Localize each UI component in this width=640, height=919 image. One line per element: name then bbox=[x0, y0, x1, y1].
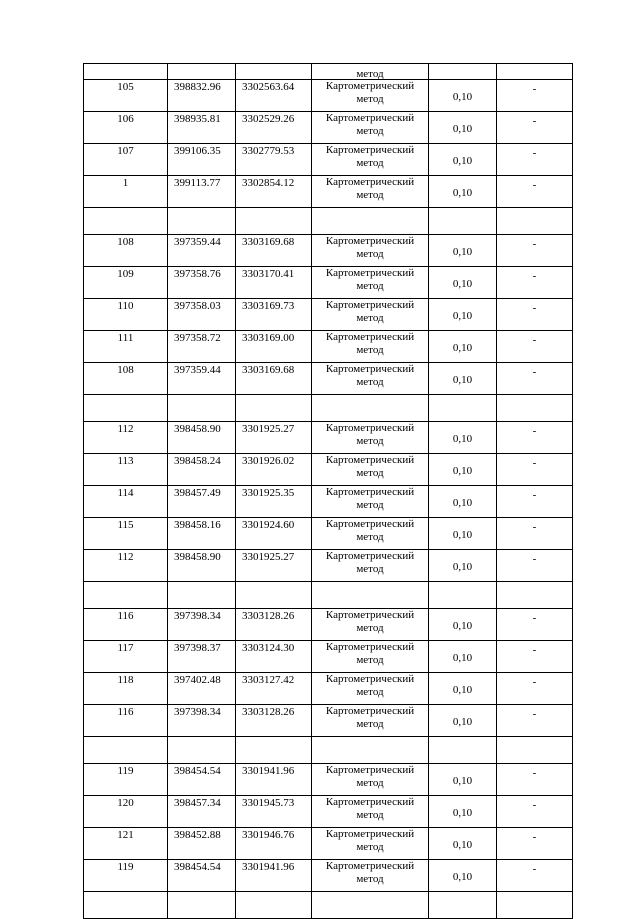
method-cell: Картометрический метод bbox=[312, 112, 429, 144]
method-cell: Картометрический метод bbox=[312, 80, 429, 112]
accuracy-cell: 0,10 bbox=[429, 828, 497, 860]
y-coordinate-cell: 3303169.68 bbox=[236, 363, 312, 395]
empty-cell bbox=[497, 892, 573, 919]
coordinates-table bbox=[83, 63, 573, 919]
accuracy-cell: 0,10 bbox=[429, 764, 497, 796]
empty-cell bbox=[429, 892, 497, 919]
point-number-cell: 114 bbox=[84, 486, 168, 518]
table-row bbox=[84, 454, 573, 486]
point-number-cell: 108 bbox=[84, 235, 168, 267]
accuracy-cell: 0,10 bbox=[429, 299, 497, 331]
y-coordinate-cell: 3301946.76 bbox=[236, 828, 312, 860]
empty-cell bbox=[429, 208, 497, 235]
table-row bbox=[84, 518, 573, 550]
y-coordinate-cell: 3303169.73 bbox=[236, 299, 312, 331]
accuracy-cell: 0,10 bbox=[429, 267, 497, 299]
y-coordinate-cell: 3302779.53 bbox=[236, 144, 312, 176]
empty-cell bbox=[168, 395, 236, 422]
accuracy-cell: 0,10 bbox=[429, 705, 497, 737]
dash-cell: - bbox=[497, 299, 573, 331]
empty-cell bbox=[236, 582, 312, 609]
empty-cell bbox=[84, 395, 168, 422]
empty-cell bbox=[84, 892, 168, 919]
empty-cell bbox=[312, 892, 429, 919]
table-row bbox=[84, 764, 573, 796]
table-row bbox=[84, 112, 573, 144]
dash-cell: - bbox=[497, 454, 573, 486]
empty-cell bbox=[236, 395, 312, 422]
point-number-cell: 111 bbox=[84, 331, 168, 363]
method-cell: Картометрический метод bbox=[312, 235, 429, 267]
empty-cell bbox=[497, 208, 573, 235]
x-coordinate-cell: 398452.88 bbox=[168, 828, 236, 860]
y-coordinate-cell: 3301941.96 bbox=[236, 764, 312, 796]
x-coordinate-cell: 397359.44 bbox=[168, 235, 236, 267]
y-coordinate-cell: 3303124.30 bbox=[236, 641, 312, 673]
empty-cell bbox=[497, 395, 573, 422]
y-coordinate-cell: 3301945.73 bbox=[236, 796, 312, 828]
dash-cell: - bbox=[497, 422, 573, 454]
point-number-cell: 115 bbox=[84, 518, 168, 550]
accuracy-cell: 0,10 bbox=[429, 486, 497, 518]
dash-cell: - bbox=[497, 550, 573, 582]
accuracy-cell: 0,10 bbox=[429, 112, 497, 144]
dash-cell: - bbox=[497, 609, 573, 641]
accuracy-cell: 0,10 bbox=[429, 363, 497, 395]
point-number-cell: 116 bbox=[84, 705, 168, 737]
x-coordinate-cell: 398832.96 bbox=[168, 80, 236, 112]
table-row bbox=[84, 705, 573, 737]
accuracy-cell: 0,10 bbox=[429, 235, 497, 267]
x-coordinate-cell: 398458.16 bbox=[168, 518, 236, 550]
table-row bbox=[84, 235, 573, 267]
dash-cell: - bbox=[497, 860, 573, 892]
empty-cell bbox=[84, 582, 168, 609]
x-coordinate-cell: 398458.90 bbox=[168, 550, 236, 582]
y-coordinate-cell: 3301941.96 bbox=[236, 860, 312, 892]
dash-cell: - bbox=[497, 673, 573, 705]
accuracy-cell: 0,10 bbox=[429, 144, 497, 176]
method-cell: Картометрический метод bbox=[312, 550, 429, 582]
method-cell: Картометрический метод bbox=[312, 299, 429, 331]
x-coordinate-cell: 397402.48 bbox=[168, 673, 236, 705]
point-number-cell: 1 bbox=[84, 176, 168, 208]
empty-cell bbox=[312, 208, 429, 235]
x-coordinate-cell: 399113.77 bbox=[168, 176, 236, 208]
empty-cell bbox=[497, 582, 573, 609]
y-coordinate-cell: 3303170.41 bbox=[236, 267, 312, 299]
table-row bbox=[84, 267, 573, 299]
empty-cell bbox=[168, 582, 236, 609]
point-number-cell: 116 bbox=[84, 609, 168, 641]
separator-row bbox=[84, 892, 573, 919]
point-number-cell: 117 bbox=[84, 641, 168, 673]
x-coordinate-cell: 397358.72 bbox=[168, 331, 236, 363]
point-number-cell bbox=[84, 64, 168, 80]
table-row bbox=[84, 796, 573, 828]
dash-cell: - bbox=[497, 796, 573, 828]
empty-cell bbox=[236, 208, 312, 235]
method-cell: Картометрический метод bbox=[312, 486, 429, 518]
dash-cell: - bbox=[497, 518, 573, 550]
table-row bbox=[84, 144, 573, 176]
point-number-cell: 119 bbox=[84, 860, 168, 892]
accuracy-cell: 0,10 bbox=[429, 454, 497, 486]
y-coordinate-cell: 3303169.00 bbox=[236, 331, 312, 363]
table-row bbox=[84, 80, 573, 112]
method-cell: Картометрический метод bbox=[312, 454, 429, 486]
dash-cell: - bbox=[497, 331, 573, 363]
accuracy-cell: 0,10 bbox=[429, 176, 497, 208]
continuation-row bbox=[84, 64, 573, 80]
accuracy-cell bbox=[429, 64, 497, 80]
empty-cell bbox=[312, 737, 429, 764]
x-coordinate-cell: 397398.34 bbox=[168, 609, 236, 641]
empty-cell bbox=[312, 582, 429, 609]
method-cell: метод bbox=[312, 64, 429, 80]
x-coordinate-cell: 398458.90 bbox=[168, 422, 236, 454]
table-row bbox=[84, 609, 573, 641]
table-row bbox=[84, 860, 573, 892]
table-row bbox=[84, 828, 573, 860]
empty-cell bbox=[429, 395, 497, 422]
x-coordinate-cell: 397358.76 bbox=[168, 267, 236, 299]
empty-cell bbox=[168, 737, 236, 764]
separator-row bbox=[84, 582, 573, 609]
table-row bbox=[84, 363, 573, 395]
x-coordinate-cell: 398458.24 bbox=[168, 454, 236, 486]
method-cell: Картометрический метод bbox=[312, 828, 429, 860]
accuracy-cell: 0,10 bbox=[429, 641, 497, 673]
dash-cell: - bbox=[497, 764, 573, 796]
accuracy-cell: 0,10 bbox=[429, 673, 497, 705]
empty-cell bbox=[312, 395, 429, 422]
x-coordinate-cell: 397359.44 bbox=[168, 363, 236, 395]
x-coordinate-cell: 397398.37 bbox=[168, 641, 236, 673]
point-number-cell: 112 bbox=[84, 422, 168, 454]
accuracy-cell: 0,10 bbox=[429, 80, 497, 112]
point-number-cell: 118 bbox=[84, 673, 168, 705]
x-coordinate-cell: 397398.34 bbox=[168, 705, 236, 737]
dash-cell: - bbox=[497, 828, 573, 860]
method-cell: Картометрический метод bbox=[312, 764, 429, 796]
point-number-cell: 112 bbox=[84, 550, 168, 582]
y-coordinate-cell: 3302529.26 bbox=[236, 112, 312, 144]
accuracy-cell: 0,10 bbox=[429, 331, 497, 363]
method-cell: Картометрический метод bbox=[312, 609, 429, 641]
empty-cell bbox=[429, 582, 497, 609]
empty-cell bbox=[429, 737, 497, 764]
point-number-cell: 110 bbox=[84, 299, 168, 331]
method-cell: Картометрический метод bbox=[312, 144, 429, 176]
accuracy-cell: 0,10 bbox=[429, 550, 497, 582]
x-coordinate-cell: 398935.81 bbox=[168, 112, 236, 144]
dash-cell: - bbox=[497, 112, 573, 144]
method-cell: Картометрический метод bbox=[312, 518, 429, 550]
dash-cell bbox=[497, 64, 573, 80]
method-cell: Картометрический метод bbox=[312, 796, 429, 828]
dash-cell: - bbox=[497, 641, 573, 673]
accuracy-cell: 0,10 bbox=[429, 518, 497, 550]
table-row bbox=[84, 299, 573, 331]
dash-cell: - bbox=[497, 176, 573, 208]
empty-cell bbox=[84, 737, 168, 764]
point-number-cell: 107 bbox=[84, 144, 168, 176]
method-cell: Картометрический метод bbox=[312, 641, 429, 673]
dash-cell: - bbox=[497, 705, 573, 737]
method-cell: Картометрический метод bbox=[312, 331, 429, 363]
y-coordinate-cell bbox=[236, 64, 312, 80]
y-coordinate-cell: 3301925.35 bbox=[236, 486, 312, 518]
x-coordinate-cell: 398454.54 bbox=[168, 860, 236, 892]
method-cell: Картометрический метод bbox=[312, 267, 429, 299]
empty-cell bbox=[236, 892, 312, 919]
method-cell: Картометрический метод bbox=[312, 860, 429, 892]
table-row bbox=[84, 550, 573, 582]
y-coordinate-cell: 3301926.02 bbox=[236, 454, 312, 486]
point-number-cell: 119 bbox=[84, 764, 168, 796]
table-row bbox=[84, 331, 573, 363]
dash-cell: - bbox=[497, 486, 573, 518]
empty-cell bbox=[236, 737, 312, 764]
y-coordinate-cell: 3303127.42 bbox=[236, 673, 312, 705]
dash-cell: - bbox=[497, 80, 573, 112]
x-coordinate-cell: 399106.35 bbox=[168, 144, 236, 176]
accuracy-cell: 0,10 bbox=[429, 609, 497, 641]
point-number-cell: 121 bbox=[84, 828, 168, 860]
dash-cell: - bbox=[497, 267, 573, 299]
x-coordinate-cell: 398457.34 bbox=[168, 796, 236, 828]
dash-cell: - bbox=[497, 235, 573, 267]
y-coordinate-cell: 3303169.68 bbox=[236, 235, 312, 267]
table-body bbox=[84, 64, 573, 919]
dash-cell: - bbox=[497, 144, 573, 176]
dash-cell: - bbox=[497, 363, 573, 395]
table-row bbox=[84, 673, 573, 705]
separator-row bbox=[84, 208, 573, 235]
method-cell: Картометрический метод bbox=[312, 176, 429, 208]
method-cell: Картометрический метод bbox=[312, 422, 429, 454]
point-number-cell: 109 bbox=[84, 267, 168, 299]
point-number-cell: 120 bbox=[84, 796, 168, 828]
separator-row bbox=[84, 395, 573, 422]
table-row bbox=[84, 422, 573, 454]
empty-cell bbox=[168, 892, 236, 919]
method-cell: Картометрический метод bbox=[312, 673, 429, 705]
y-coordinate-cell: 3301925.27 bbox=[236, 550, 312, 582]
accuracy-cell: 0,10 bbox=[429, 796, 497, 828]
method-cell: Картометрический метод bbox=[312, 705, 429, 737]
x-coordinate-cell: 397358.03 bbox=[168, 299, 236, 331]
point-number-cell: 106 bbox=[84, 112, 168, 144]
y-coordinate-cell: 3301924.60 bbox=[236, 518, 312, 550]
empty-cell bbox=[84, 208, 168, 235]
y-coordinate-cell: 3302563.64 bbox=[236, 80, 312, 112]
accuracy-cell: 0,10 bbox=[429, 422, 497, 454]
empty-cell bbox=[497, 737, 573, 764]
y-coordinate-cell: 3303128.26 bbox=[236, 609, 312, 641]
y-coordinate-cell: 3302854.12 bbox=[236, 176, 312, 208]
x-coordinate-cell: 398454.54 bbox=[168, 764, 236, 796]
x-coordinate-cell: 398457.49 bbox=[168, 486, 236, 518]
point-number-cell: 113 bbox=[84, 454, 168, 486]
y-coordinate-cell: 3303128.26 bbox=[236, 705, 312, 737]
table-row bbox=[84, 641, 573, 673]
point-number-cell: 108 bbox=[84, 363, 168, 395]
table-row bbox=[84, 486, 573, 518]
empty-cell bbox=[168, 208, 236, 235]
point-number-cell: 105 bbox=[84, 80, 168, 112]
y-coordinate-cell: 3301925.27 bbox=[236, 422, 312, 454]
x-coordinate-cell bbox=[168, 64, 236, 80]
table-row bbox=[84, 176, 573, 208]
separator-row bbox=[84, 737, 573, 764]
method-cell: Картометрический метод bbox=[312, 363, 429, 395]
accuracy-cell: 0,10 bbox=[429, 860, 497, 892]
